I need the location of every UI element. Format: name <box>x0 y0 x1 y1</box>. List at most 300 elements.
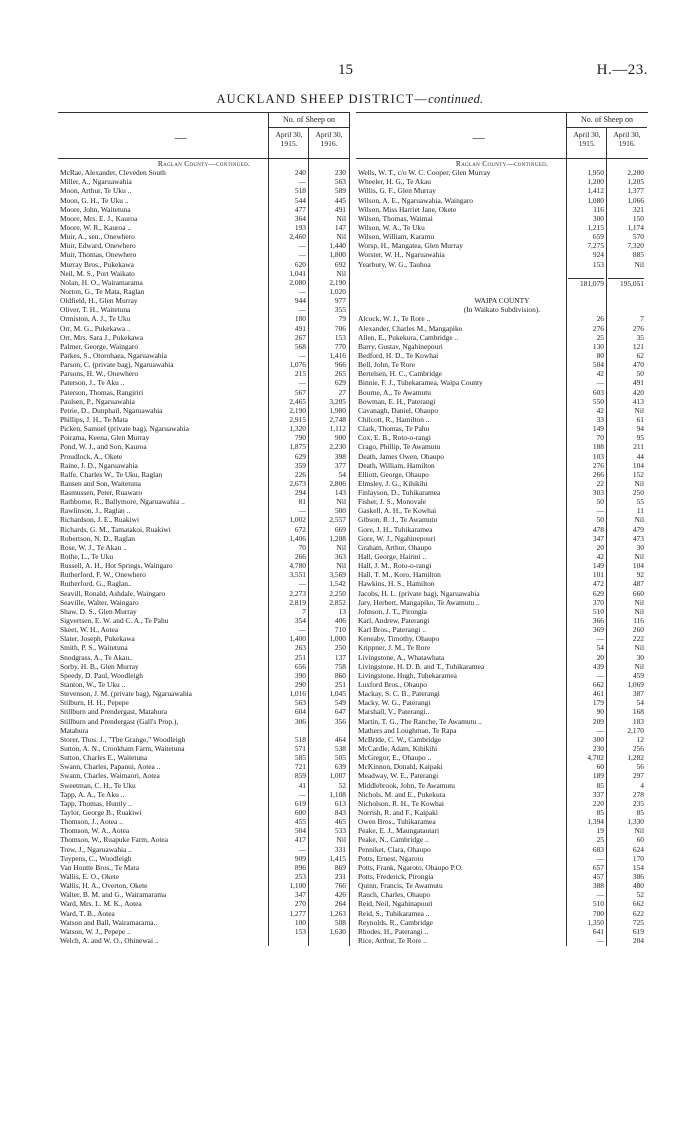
sheep-1915-cell: 417 <box>294 835 306 845</box>
table-row <box>58 826 350 835</box>
table-row <box>58 205 350 214</box>
name-cell: Paterson, Thomas, Rangiriri <box>60 387 144 397</box>
sheep-1915-cell: 672 <box>294 524 306 534</box>
sheep-1916-cell: 491 <box>632 378 644 388</box>
sheep-1915-cell: — <box>298 844 306 854</box>
name-cell: Wheeler, H. G., Te Akau <box>358 177 431 187</box>
sheep-1915-cell: 153 <box>294 926 306 936</box>
sheep-1915-cell: 209 <box>592 716 604 726</box>
name-cell: Karl, Andrew, Paterangi <box>358 616 430 626</box>
sheep-1916-cell: 54 <box>636 698 644 708</box>
table-row <box>356 424 648 433</box>
sheep-1915-cell: 369 <box>592 625 604 635</box>
sheep-1916-cell: 2,557 <box>329 515 346 525</box>
table-row <box>58 607 350 616</box>
name-cell: Moore, Mrs. E. J., Kauroa <box>60 213 138 223</box>
table-row <box>356 406 648 415</box>
name-cell: Wells, W. T., c/o W. C. Cooper, Glen Murray <box>358 168 491 178</box>
sheep-1915-cell: 909 <box>294 853 306 863</box>
sheep-1915-cell: 504 <box>592 360 604 370</box>
name-cell: Penniket, Clara, Ohaupo <box>358 844 431 854</box>
sheep-1916-cell: 363 <box>334 552 346 562</box>
name-cell: Elmsley, J. G., Kihikihi <box>358 478 428 488</box>
sheep-1916-cell: 278 <box>632 789 644 799</box>
sheep-1916-cell: 1,416 <box>329 350 346 360</box>
table-row <box>356 214 648 223</box>
table-row <box>356 854 648 863</box>
sheep-1915-cell: 924 <box>592 250 604 260</box>
name-cell: Ransen and Son, Waitetuna <box>60 478 141 488</box>
table-row <box>356 388 648 397</box>
table-row <box>356 461 648 470</box>
table-row <box>356 744 648 753</box>
name-cell: Snodgrass, A., Te Akau.. <box>60 652 133 662</box>
table-row <box>356 488 648 497</box>
sheep-1916-cell: 549 <box>334 698 346 708</box>
name-cell: Stillburn and Prendergast (Gall's Prop.), <box>60 716 179 726</box>
table-row <box>356 333 648 342</box>
sheep-1916-cell: 1,415 <box>329 853 346 863</box>
sheep-1916-cell: Nil <box>634 405 644 415</box>
table-row <box>58 433 350 442</box>
sheep-1916-cell: 356 <box>334 716 346 726</box>
name-cell: Storer, Thos. J., "The Grange," Woodleigh <box>60 734 186 744</box>
name-cell: Thomson, W. A., Aotea <box>60 826 130 836</box>
name-cell: Moore, W. R., Kauroa .. <box>60 222 132 232</box>
table-row <box>356 726 648 735</box>
sheep-1916-cell: Nil <box>634 515 644 525</box>
title-continued: continued. <box>428 92 484 106</box>
sheep-1916-cell: 1,007 <box>329 771 346 781</box>
sheep-1916-cell: 669 <box>334 524 346 534</box>
header-year-1915: April 30, 1915. <box>275 130 303 148</box>
name-cell: Death, James Owen, Ohaupo <box>358 451 444 461</box>
table-row <box>356 698 648 707</box>
sheep-1915-cell: 1,002 <box>289 515 306 525</box>
name-cell: Richardson, J. E., Ruakiwi <box>60 515 140 525</box>
sheep-1916-cell: 2,230 <box>329 442 346 452</box>
sheep-1915-cell: 270 <box>294 899 306 909</box>
name-cell: Palmer, George, Waingaro <box>60 341 139 351</box>
table-row <box>356 241 648 250</box>
sheep-1915-cell: 568 <box>294 341 306 351</box>
table-row <box>356 543 648 552</box>
sheep-1915-cell: 359 <box>294 460 306 470</box>
name-cell: Sutton, A. N., Crookham Farm, Waitetuna <box>60 744 185 753</box>
sheep-1916-cell: Nil <box>634 643 644 653</box>
name-cell: Martin, T. G., The Ranche, Te Awamutu .. <box>358 716 482 726</box>
name-cell: Gaskell, A. H., Te Kowhai <box>358 506 437 516</box>
sheep-1915-cell: 896 <box>294 862 306 872</box>
sheep-1915-cell: 25 <box>596 835 604 845</box>
name-cell: Reid, Neil, Ngahinapouri <box>358 899 433 909</box>
sheep-1916-cell: 1,108 <box>329 789 346 799</box>
table-row <box>356 369 648 378</box>
table-row <box>58 324 350 333</box>
table-row <box>356 269 648 278</box>
sheep-1915-cell: 859 <box>294 771 306 781</box>
sheep-1916-cell: 13 <box>338 606 346 616</box>
table-row <box>356 872 648 881</box>
sheep-1916-cell: 1,020 <box>329 286 346 296</box>
table-row <box>356 552 648 561</box>
name-cell: Wallis, E. O., Okete <box>60 871 120 881</box>
table-row <box>58 314 350 323</box>
name-cell: Hall, George, Hairini .. <box>358 552 427 562</box>
sheep-1915-cell: 226 <box>294 469 306 479</box>
sheep-1915-cell: 662 <box>592 680 604 690</box>
sheep-1915-cell: 1,875 <box>289 442 306 452</box>
name-cell: Russell, A. H., Hot Springs, Waingaro <box>60 561 173 571</box>
sheep-1915-cell: — <box>298 305 306 315</box>
sheep-1916-cell: 1,000 <box>329 634 346 644</box>
name-cell: Nichols, M. and E., Pukekura <box>358 789 446 799</box>
sheep-1915-cell: 42 <box>596 369 604 379</box>
sheep-1916-cell: 79 <box>338 314 346 324</box>
sheep-1915-cell: 620 <box>294 259 306 269</box>
sheep-1916-cell: 154 <box>632 862 644 872</box>
name-cell: Parsons, H. W., Onewhero <box>60 369 139 379</box>
name-cell: Middlebrook, John, Te Awamutu <box>358 780 455 790</box>
sheep-1916-cell: 222 <box>632 634 644 644</box>
name-cell: Krippner, J. M., Te Rore <box>358 643 431 653</box>
name-cell: Watson, W. J., Pepepe .. <box>60 926 131 936</box>
sheep-1915-cell: 85 <box>596 807 604 817</box>
name-cell: Muir, Thomas, Onewhero <box>60 250 137 260</box>
sheep-1916-cell: 977 <box>334 296 346 306</box>
sheep-1915-cell: — <box>596 853 604 863</box>
name-cell: Mackay, S. C. B., Paterangi <box>358 689 440 699</box>
table-row <box>58 424 350 433</box>
sheep-1915-cell: 472 <box>592 579 604 589</box>
sheep-1916-cell: 44 <box>636 451 644 461</box>
table-row <box>58 260 350 269</box>
sheep-1916-cell: 2,200 <box>627 168 644 178</box>
table-row <box>58 223 350 232</box>
sheep-1915-cell: — <box>596 634 604 644</box>
table-row <box>58 854 350 863</box>
table-row <box>356 589 648 598</box>
sheep-1916-cell: 445 <box>334 195 346 205</box>
sheep-1916-cell: 1,205 <box>627 177 644 187</box>
left-table-header <box>58 112 350 159</box>
sheep-1916-cell: 195,051 <box>608 278 644 288</box>
sheep-1916-cell: 251 <box>334 680 346 690</box>
sheep-1916-cell: 116 <box>633 616 644 626</box>
sheep-1915-cell: 619 <box>294 798 306 808</box>
table-row <box>356 616 648 625</box>
table-row <box>58 717 350 726</box>
table-row <box>356 177 648 186</box>
table-row <box>58 781 350 790</box>
table-row <box>356 753 648 762</box>
sheep-1916-cell: Nil <box>336 835 346 845</box>
table-row <box>58 214 350 223</box>
sheep-1916-cell: 2,170 <box>627 725 644 735</box>
name-cell: Bertelsen, H. C., Cambridge <box>358 369 442 379</box>
table-row <box>58 881 350 890</box>
sheep-1915-cell: 306 <box>294 716 306 726</box>
table-row <box>58 461 350 470</box>
table-row <box>356 223 648 232</box>
name-cell: Rose, W. J., Te Akau .. <box>60 542 127 552</box>
name-cell: Jacobs, H. L. (private bag), Ngaruawahia <box>358 588 480 598</box>
sheep-1916-cell: 231 <box>334 871 346 881</box>
name-cell: Stevenson, J. M. (private bag), Ngaruawahia <box>60 689 192 699</box>
sheep-1915-cell: 81 <box>298 497 306 507</box>
sheep-1916-cell: Nil <box>634 478 644 488</box>
table-row <box>58 799 350 808</box>
name-cell: Skeet, W. H., Aotea <box>60 625 119 635</box>
table-row <box>58 835 350 844</box>
name-cell: Richards, G. M., Tamatakoi, Ruakiwi <box>60 524 171 534</box>
sheep-1915-cell: 657 <box>592 862 604 872</box>
name-cell: Stanton, W., Te Uku .. <box>60 680 126 690</box>
table-row <box>58 689 350 698</box>
name-cell: Willis, G. F., Glen Murray <box>358 186 436 196</box>
name-cell: Parkes, S., Otorohaea, Ngaruawahia <box>60 350 167 360</box>
sheep-1916-cell: 56 <box>636 762 644 772</box>
sheep-1915-cell: 25 <box>596 332 604 342</box>
name-cell: Orr, Mrs. Sara J., Pukekawa <box>60 332 144 342</box>
name-cell: Swann, Charles, Waimaori, Aotea <box>60 771 160 781</box>
name-cell: Meadway, W. E., Paterangi <box>358 771 439 781</box>
sheep-1915-cell: 1,394 <box>587 817 604 827</box>
table-row <box>356 397 648 406</box>
table-row <box>356 506 648 515</box>
name-cell: Barry, Gustav, Ngahinepouri <box>358 341 443 351</box>
sheep-1916-cell: 54 <box>338 469 346 479</box>
sheep-1915-cell: 26 <box>596 314 604 324</box>
name-cell: McRae, Alexander, Cleveden South <box>60 168 166 178</box>
sheep-1915-cell: — <box>298 378 306 388</box>
sheep-1916-cell: 3,205 <box>329 396 346 406</box>
sheep-1915-cell: 7 <box>302 606 306 616</box>
sheep-1915-cell: 193 <box>294 222 306 232</box>
table-row <box>356 579 648 588</box>
sheep-1915-cell: 2,080 <box>289 277 306 287</box>
name-cell: Johnson, J. T., Pirongia <box>358 606 427 616</box>
sheep-1915-cell: 347 <box>294 890 306 900</box>
name-cell: Norton, G., Te Mata, Raglan <box>60 286 145 296</box>
table-row <box>58 707 350 716</box>
sheep-1915-cell: 3,551 <box>289 570 306 580</box>
name-cell: Hall, T. M., Koro, Hamilton <box>358 570 441 580</box>
sheep-1915-cell: 604 <box>294 707 306 717</box>
name-cell: Rutherford, G., Raglan.. <box>60 579 132 589</box>
sheep-1915-cell: 659 <box>592 232 604 242</box>
sheep-1915-cell: 370 <box>592 597 604 607</box>
sheep-1916-cell: 1,208 <box>329 533 346 543</box>
sheep-1915-cell: 230 <box>592 744 604 753</box>
table-row <box>356 799 648 808</box>
county-heading <box>356 296 648 305</box>
sheep-1916-cell: 35 <box>636 332 644 342</box>
sheep-1916-cell: 183 <box>632 716 644 726</box>
table-row <box>58 278 350 287</box>
name-cell: Cavanagh, Daniel, Ohaupo <box>358 405 439 415</box>
sheep-1916-cell: 860 <box>334 670 346 680</box>
sheep-1915-cell: — <box>298 625 306 635</box>
sheep-1916-cell: 413 <box>632 396 644 406</box>
table-row <box>58 497 350 506</box>
sheep-1916-cell: 85 <box>636 807 644 817</box>
name-cell: Ward, T. B., Aotea <box>60 908 115 918</box>
header-blank: — <box>472 130 485 144</box>
sheep-1916-cell: 4 <box>640 780 644 790</box>
table-row <box>58 817 350 826</box>
sheep-1915-cell: 179 <box>592 698 604 708</box>
name-cell: Murray Bros., Pukekawa <box>60 259 134 269</box>
table-row <box>58 534 350 543</box>
sheep-1916-cell: 230 <box>334 168 346 178</box>
sheep-1915-cell: 439 <box>592 661 604 671</box>
sheep-1916-cell: 843 <box>334 807 346 817</box>
table-row <box>356 534 648 543</box>
sheep-1916-cell: 3,569 <box>329 570 346 580</box>
sheep-1916-cell: 459 <box>632 670 644 680</box>
sheep-1915-cell: 267 <box>294 332 306 342</box>
name-cell: Elliott, George, Ohaupo <box>358 469 429 479</box>
sheep-1916-cell: 1,440 <box>329 241 346 251</box>
sheep-1915-cell: 130 <box>592 341 604 351</box>
name-cell: Wilson, Miss Harriet Jane, Okete <box>358 204 457 214</box>
table-row <box>58 269 350 278</box>
name-cell: Wilson, Thomas, Waimai <box>358 213 433 223</box>
sheep-1916-cell: 660 <box>632 588 644 598</box>
sheep-1916-cell: 11 <box>636 506 644 516</box>
sheep-1915-cell: — <box>596 378 604 388</box>
table-row <box>58 744 350 753</box>
name-cell: Bourne, A., Te Awamutu <box>358 387 431 397</box>
sheep-1916-cell: 479 <box>632 524 644 534</box>
sheep-1915-cell: 90 <box>596 707 604 717</box>
sheep-1915-cell: 567 <box>294 387 306 397</box>
sheep-1916-cell: 256 <box>632 744 644 753</box>
name-cell: Seavill, Ronald, Ashdale, Waingaro <box>60 588 166 598</box>
table-row <box>58 735 350 744</box>
table-row <box>356 186 648 195</box>
name-cell: Wilson, W. A., Te Uku <box>358 222 425 232</box>
table-row <box>356 452 648 461</box>
sheep-1916-cell: 7,320 <box>627 241 644 251</box>
table-row <box>356 598 648 607</box>
table-row <box>58 342 350 351</box>
county-heading <box>356 305 648 314</box>
table-row <box>58 232 350 241</box>
name-cell: Rawlinson, J., Raglan .. <box>60 506 131 516</box>
sheep-1915-cell: 721 <box>294 762 306 772</box>
sheep-1915-cell: 294 <box>294 488 306 498</box>
sheep-1915-cell: 101 <box>592 570 604 580</box>
name-cell: Smith, P. S., Waitetuna <box>60 643 128 653</box>
sheep-1915-cell: 266 <box>592 469 604 479</box>
sheep-1915-cell: 2,819 <box>289 597 306 607</box>
sheep-1915-cell: — <box>596 725 604 735</box>
name-cell: Mathers and Loughman, Te Rapa <box>358 725 457 735</box>
sheep-1915-cell: 510 <box>592 606 604 616</box>
sheep-1916-cell: Nil <box>336 497 346 507</box>
table-row <box>356 314 648 323</box>
table-row <box>58 196 350 205</box>
sheep-1916-cell: 706 <box>334 323 346 333</box>
page-number: 15 <box>338 62 353 78</box>
table-row <box>356 826 648 835</box>
sheep-1915-cell: 42 <box>596 405 604 415</box>
sheep-1915-cell: 2,673 <box>289 478 306 488</box>
table-row <box>58 909 350 918</box>
table-row <box>58 845 350 854</box>
table-row <box>58 872 350 881</box>
sheep-1915-cell: 2,190 <box>289 405 306 415</box>
name-cell: Rhodes, H., Paterangi .. <box>358 926 429 936</box>
sheep-1915-cell: 550 <box>592 396 604 406</box>
sheep-1916-cell: 465 <box>334 817 346 827</box>
table-row <box>58 351 350 360</box>
sheep-1916-cell: Nil <box>634 606 644 616</box>
sheep-1915-cell: — <box>298 241 306 251</box>
table-row <box>58 890 350 899</box>
sheep-1915-cell: 33 <box>596 414 604 424</box>
sheep-1915-cell: 629 <box>294 451 306 461</box>
sheep-1915-cell: 1,320 <box>289 424 306 434</box>
table-row <box>58 369 350 378</box>
sheep-1916-cell: 2,806 <box>329 478 346 488</box>
table-row <box>356 936 648 945</box>
name-cell: Thomson, J., Aotea .. <box>60 817 123 827</box>
sheep-1915-cell: 1,406 <box>289 533 306 543</box>
sheep-1915-cell: 153 <box>592 259 604 269</box>
sheep-1916-cell: 104 <box>632 561 644 571</box>
table-row <box>58 186 350 195</box>
sheep-1915-cell: 1,277 <box>289 908 306 918</box>
name-cell: Pond, W. J., and Son, Kauroa <box>60 442 147 452</box>
sheep-1916-cell: 62 <box>636 350 644 360</box>
table-row <box>356 808 648 817</box>
name-cell: Oliver, T. H., Waitetuna <box>60 305 131 315</box>
name-cell: Hawkins, H. S., Hamilton <box>358 579 435 589</box>
sheep-1916-cell: 377 <box>334 460 346 470</box>
name-cell: McGregor, E., Ohaupo .. <box>358 753 432 763</box>
sheep-1915-cell: — <box>596 935 604 945</box>
name-cell: Alexander, Charles M., Mangapiko <box>358 323 463 333</box>
sheep-1916-cell: 1,800 <box>329 250 346 260</box>
left-table-body <box>58 159 350 945</box>
name-cell: Paulsen, P., Ngaruawahia <box>60 396 135 406</box>
name-cell: Swann, Charles, Papanui, Aotea .. <box>60 762 161 772</box>
sheep-1916-cell: 121 <box>632 341 644 351</box>
name-cell: Muir, A., sen., Onewhero <box>60 232 135 242</box>
sheep-1916-cell: 766 <box>334 881 346 891</box>
name-cell: Rutherford, F. W., Onewhero <box>60 570 146 580</box>
sheep-1915-cell: 103 <box>592 451 604 461</box>
table-row <box>58 598 350 607</box>
header-year-1916: April 30, 1916. <box>315 130 343 148</box>
table-row <box>356 525 648 534</box>
sheep-1915-cell: 1,041 <box>289 268 306 278</box>
table-row <box>356 607 648 616</box>
name-cell: McCardle, Adam, Kihikihi <box>358 744 438 753</box>
sheep-1916-cell: 153 <box>334 332 346 342</box>
name-cell: Bowman, E. H., Paterangi <box>358 396 436 406</box>
name-cell: Orr, M. G., Pukekawa .. <box>60 323 131 333</box>
name-cell: Parson, C. (private bag), Ngaruawahia <box>60 360 174 370</box>
table-row <box>356 781 648 790</box>
name-cell: Seaville, Walter, Waingaro <box>60 597 139 607</box>
sheep-1915-cell: 457 <box>592 871 604 881</box>
sheep-1915-cell: 1,200 <box>587 177 604 187</box>
right-table <box>356 112 648 945</box>
